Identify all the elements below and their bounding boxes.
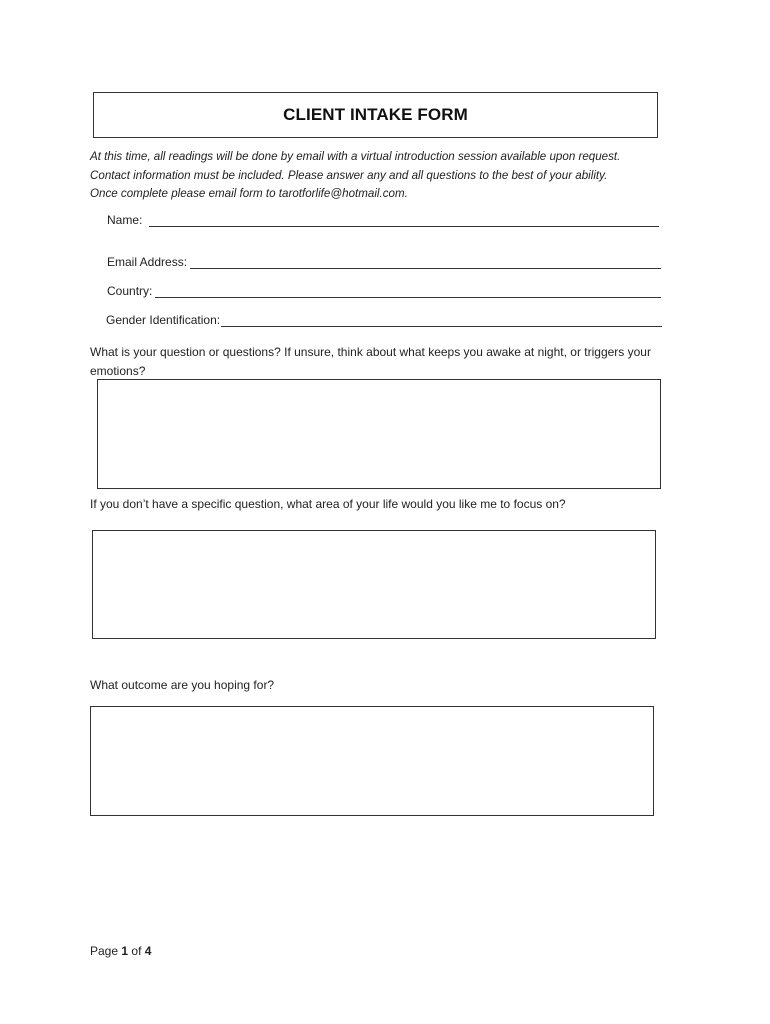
form-title: CLIENT INTAKE FORM [283, 105, 468, 124]
email-input-line[interactable] [190, 256, 661, 269]
gender-input-line[interactable] [221, 314, 662, 327]
page-prefix: Page [90, 944, 119, 958]
total-pages: 4 [144, 944, 152, 958]
country-input-line[interactable] [155, 285, 661, 298]
gender-label: Gender Identification: [106, 313, 221, 327]
country-label: Country: [107, 284, 153, 298]
question-2: If you don’t have a specific question, what area of your life would you like me to focus on? [90, 497, 566, 511]
name-field [107, 213, 659, 227]
gender-field [106, 313, 662, 327]
name-label: Name: [107, 213, 143, 227]
intro-line: Once complete please email form to tarotforlife@hotmail.com. [90, 187, 408, 200]
email-label: Email Address: [107, 255, 188, 269]
name-input-line[interactable] [149, 214, 659, 227]
intro-text [90, 148, 700, 204]
country-field [107, 284, 661, 298]
answer-box-3[interactable] [90, 706, 654, 816]
email-field [107, 255, 661, 269]
answer-box-2[interactable] [92, 530, 656, 639]
question-1: What is your question or questions? If unsure, think about what keeps you awake at night, or triggers your emotions? [90, 345, 651, 378]
page-footer [90, 944, 151, 958]
answer-box-1[interactable] [97, 379, 661, 489]
question-3: What outcome are you hoping for? [90, 678, 275, 692]
current-page: 1 [121, 944, 129, 958]
intro-line: At this time, all readings will be done by email with a virtual introduction session available upon request. [90, 150, 621, 163]
intro-line: Contact information must be included. Please answer any and all questions to the best of your ability. [90, 168, 608, 182]
title-box [93, 92, 658, 138]
page-of-label: of [131, 944, 142, 958]
